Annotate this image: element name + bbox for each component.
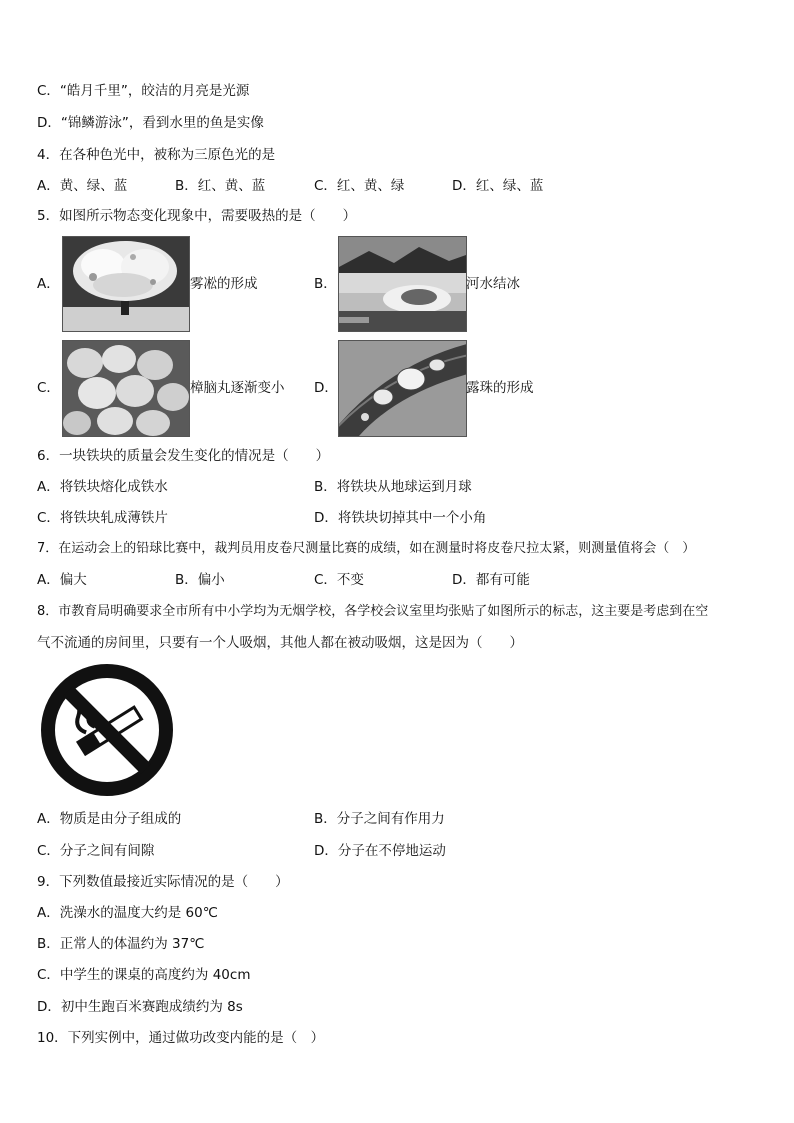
dewdrops-on-leaf-photo [338, 340, 467, 437]
q6-option-d: D．将铁块切掉其中一个小角 [314, 510, 487, 526]
mothballs-photo [62, 340, 190, 437]
q7-option-d: D．都有可能 [452, 572, 530, 588]
q4-option-d: D．红、绿、蓝 [452, 178, 544, 194]
q6-option-c: C．将铁块轧成薄铁片 [37, 510, 168, 526]
q9-option-b: B．正常人的体温约为 37℃ [37, 936, 205, 952]
q5-option-c-caption: 樟脑丸逐渐变小 [190, 380, 285, 396]
q8-stem-line2: 气不流通的房间里，只要有一个人吸烟，其他人都在被动吸烟，这是因为（ ） [37, 635, 523, 651]
q7-option-c: C．不变 [314, 572, 364, 588]
q5-option-a-letter: A． [37, 276, 60, 292]
q8-option-a: A．物质是由分子组成的 [37, 811, 182, 827]
q9-option-d: D．初中生跑百米赛跑成绩约为 8s [37, 999, 243, 1015]
q9-option-c: C．中学生的课桌的高度约为 40cm [37, 967, 251, 983]
q8-option-c: C．分子之间有间隙 [37, 843, 155, 859]
prev-option-d: D．“锦鳞游泳”，看到水里的鱼是实像 [37, 115, 264, 131]
q4-option-a: A．黄、绿、蓝 [37, 178, 128, 194]
q5-option-d-letter: D． [314, 380, 338, 396]
q5-option-a-caption: 雾凇的形成 [190, 276, 258, 292]
q6-option-a: A．将铁块熔化成铁水 [37, 479, 168, 495]
q9-stem: 9．下列数值最接近实际情况的是（ ） [37, 874, 289, 890]
q4-option-c: C．红、黄、绿 [314, 178, 405, 194]
q7-option-b: B．偏小 [175, 572, 225, 588]
frosted-tree-photo [62, 236, 190, 332]
no-smoking-sign-icon [40, 663, 174, 797]
q6-stem: 6．一块铁块的质量会发生变化的情况是（ ） [37, 448, 330, 464]
frozen-river-photo [338, 236, 467, 332]
q9-option-a: A．洗澡水的温度大约是 60℃ [37, 905, 218, 921]
q5-option-c-letter: C． [37, 380, 60, 396]
q5-stem: 5．如图所示物态变化现象中，需要吸热的是（ ） [37, 208, 357, 224]
q4-option-b: B．红、黄、蓝 [175, 178, 266, 194]
q5-option-b-caption: 河水结冰 [466, 276, 520, 292]
q10-stem: 10．下列实例中，通过做功改变内能的是（ ） [37, 1030, 325, 1046]
q4-stem: 4．在各种色光中，被称为三原色光的是 [37, 147, 276, 163]
q6-option-b: B．将铁块从地球运到月球 [314, 479, 472, 495]
prev-option-c: C．“皓月千里”，皎洁的月亮是光源 [37, 83, 250, 99]
q7-stem: 7．在运动会上的铅球比赛中，裁判员用皮卷尺测量比赛的成绩，如在测量时将皮卷尺拉太紧，则测量值将会（ ） [37, 541, 696, 556]
q8-stem-line1: 8．市教育局明确要求全市所有中小学均为无烟学校，各学校会议室里均张贴了如图所示的标志，这主要是考虑到在空 [37, 604, 709, 619]
q8-option-b: B．分子之间有作用力 [314, 811, 445, 827]
q5-option-d-caption: 露珠的形成 [466, 380, 534, 396]
q5-option-b-letter: B． [314, 276, 337, 292]
q7-option-a: A．偏大 [37, 572, 87, 588]
q8-option-d: D．分子在不停地运动 [314, 843, 446, 859]
